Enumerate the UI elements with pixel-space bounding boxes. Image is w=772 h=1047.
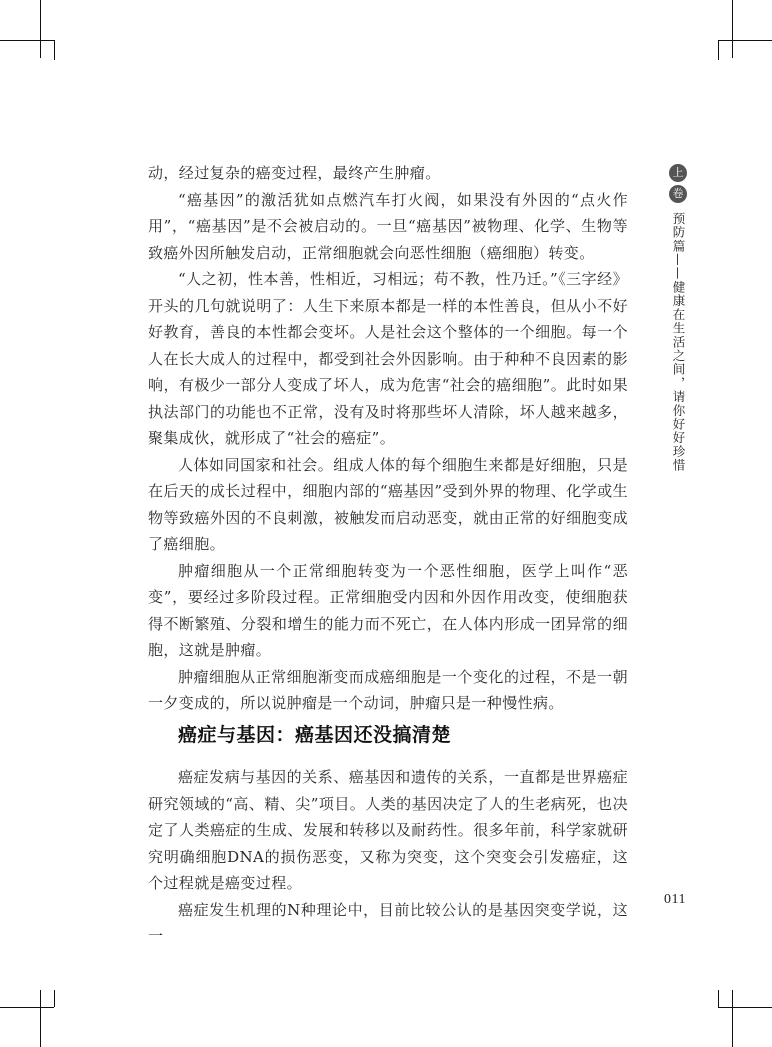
crop-mark (40, 990, 41, 1047)
paragraph: “人之初，性本善，性相近，习相远；苟不教，性乃迁。”《三字经》开头的几句就说明了：人生下来原本都是一样的本性善良，但从小不好好教育，善良的本性都会变坏。人是社会这个整体的一个细胞。每一个人在长大成人的过程中，都受到社会外因影响。由于种种不良因素的影响，有极少一部分人变成了坏人，成为危害“社会的癌细胞”。此时如果执法部门的功能也不正常，没有及时将那些坏人清除，坏人越来越多，聚集成伙，就形成了“社会的癌症”。 (148, 270, 628, 447)
crop-mark (718, 40, 772, 41)
body-text (148, 160, 628, 717)
volume-badge-bottom: 卷 (669, 185, 687, 203)
section-text (148, 764, 628, 950)
paragraph: “癌基因”的激活犹如点燃汽车打火阀，如果没有外因的“点火作用”，“癌基因”是不会被启动的。一旦“癌基因”被物理、化学、生物等致癌外因所触发启动，正常细胞就会向恶性细胞（癌细胞）转变。 (148, 190, 628, 262)
crop-mark (0, 40, 54, 41)
chapter-title-vertical: 预防篇——健康在生活之间，请你好好珍惜 (671, 212, 686, 473)
crop-mark (718, 990, 719, 1007)
crop-mark (54, 40, 55, 60)
paragraph: 肿瘤细胞从一个正常细胞转变为一个恶性细胞，医学上叫作“恶变”，要经过多阶段过程。正常细胞受内因和外因作用改变，使细胞获得不断繁殖、分裂和增生的能力而不死亡，在人体内形成一团异常的细胞，这就是肿瘤。 (148, 561, 628, 659)
crop-mark (732, 0, 733, 58)
crop-mark (718, 1007, 772, 1008)
crop-mark (0, 1007, 54, 1008)
paragraph: 癌症发生机理的N种理论中，目前比较公认的是基因突变学说，这一 (148, 900, 628, 945)
chapter-side-tab (668, 164, 688, 472)
paragraph: 肿瘤细胞从正常细胞渐变而成癌细胞是一个变化的过程，不是一朝一夕变成的，所以说肿瘤是一个动词，肿瘤只是一种慢性病。 (148, 667, 628, 712)
paragraph: 动，经过复杂的癌变过程，最终产生肿瘤。 (148, 164, 441, 182)
crop-mark (732, 990, 733, 1047)
paragraph: 癌症发病与基因的关系、癌基因和遗传的关系，一直都是世界癌症研究领域的“高、精、尖”项目。人类的基因决定了人的生老病死，也决定了人类癌症的生成、发展和转移以及耐药性。很多年前，科学家就研究明确细胞DNA的损伤恶变，又称为突变，这个突变会引发癌症，这个过程就是癌变过程。 (148, 768, 628, 892)
section-heading: 癌症与基因：癌基因还没搞清楚 (178, 724, 452, 746)
page-number: 011 (664, 892, 686, 907)
crop-mark (54, 990, 55, 1007)
crop-mark (718, 40, 719, 60)
paragraph: 人体如同国家和社会。组成人体的每个细胞生来都是好细胞，只是在后天的成长过程中，细胞内部的“癌基因”受到外界的物理、化学或生物等致癌外因的不良刺激，被触发而启动恶变，就由正常的好细胞变成了癌细胞。 (148, 455, 628, 553)
crop-mark (40, 0, 41, 58)
volume-badge-top: 上 (669, 164, 687, 182)
